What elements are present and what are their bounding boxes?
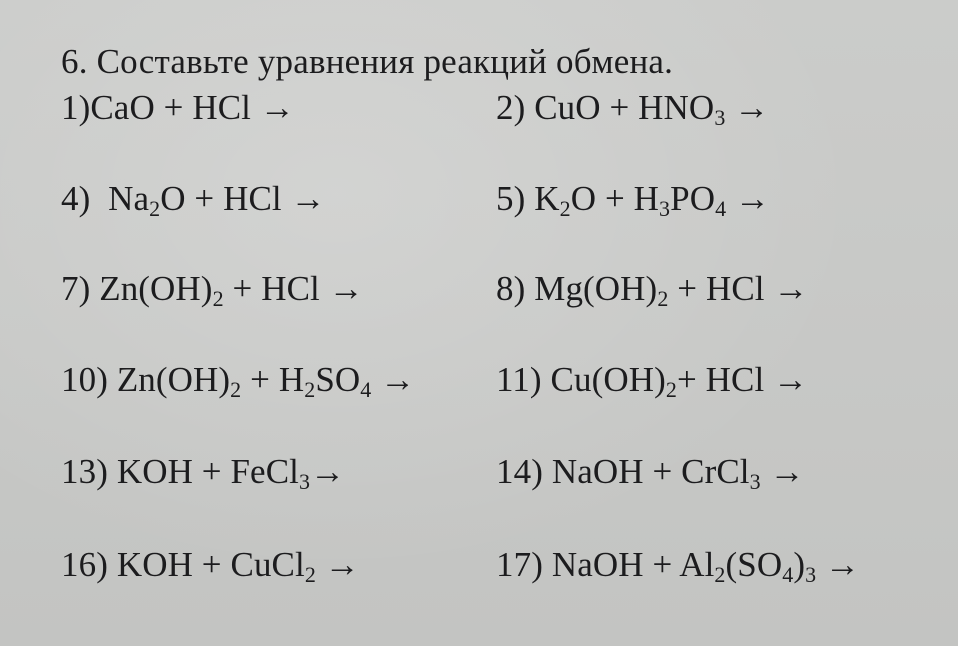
equation-7 — [61, 269, 364, 309]
equation-text: → — [310, 452, 346, 491]
subscript: 2 — [230, 377, 242, 402]
equation-text: Mg(OH) — [534, 269, 658, 308]
equation-text: → — [816, 545, 861, 584]
equation-number: 10) — [61, 360, 108, 399]
equation-text: Zn(OH) — [116, 360, 231, 399]
equation-text: → — [760, 452, 805, 491]
equation-11 — [496, 360, 808, 400]
equation-text: KOH + CuCl — [116, 545, 305, 584]
equation-14 — [496, 452, 805, 492]
equation-text: CuO + HNO — [534, 88, 715, 127]
subscript: 4 — [715, 196, 727, 221]
equation-text: SO — [315, 360, 361, 399]
equation-number: 2) — [496, 88, 526, 127]
subscript: 4 — [360, 377, 372, 402]
subscript: 3 — [714, 105, 726, 130]
equation-text: O + H — [570, 179, 660, 218]
equation-8 — [496, 269, 809, 309]
equation-text: KOH + FeCl — [116, 452, 299, 491]
equation-text: Na — [108, 179, 150, 218]
subscript: 2 — [714, 562, 726, 587]
subscript: 2 — [559, 196, 571, 221]
equation-text: CaO + HCl → — [90, 88, 295, 127]
equation-16 — [61, 545, 360, 585]
equation-number: 5) — [496, 179, 526, 218]
equation-1 — [61, 88, 295, 128]
equation-text: O + HCl → — [160, 179, 326, 218]
equation-number: 1) — [61, 88, 91, 127]
subscript: 2 — [304, 562, 316, 587]
equation-4 — [61, 179, 326, 219]
subscript: 4 — [782, 562, 794, 587]
equation-text: + HCl → — [676, 360, 809, 399]
equation-number: 7) — [61, 269, 91, 308]
equation-2 — [496, 88, 769, 128]
equation-13 — [61, 452, 345, 492]
equation-text: NaOH + Al — [551, 545, 715, 584]
equation-number: 13) — [61, 452, 108, 491]
task-title: 6. Составьте уравнения реакций обмена. — [61, 42, 674, 81]
equation-text: (SO — [725, 545, 783, 584]
equation-text: K — [534, 179, 560, 218]
equation-text: → — [371, 360, 416, 399]
equation-number: 11) — [496, 360, 542, 399]
subscript: 3 — [805, 562, 817, 587]
equation-number: 4) — [61, 179, 91, 218]
equation-number: 14) — [496, 452, 543, 491]
equation-text: ) — [793, 545, 806, 584]
equation-text: → — [726, 179, 771, 218]
equation-17 — [496, 545, 860, 585]
equation-number: 8) — [496, 269, 526, 308]
equation-text: + H — [241, 360, 305, 399]
equation-number: 17) — [496, 545, 543, 584]
equation-text: → — [725, 88, 770, 127]
equation-text: PO — [670, 179, 716, 218]
equation-text: Zn(OH) — [99, 269, 213, 308]
equation-5 — [496, 179, 770, 219]
subscript: 2 — [149, 196, 161, 221]
equation-text: NaOH + CrCl — [551, 452, 750, 491]
equation-10 — [61, 360, 415, 400]
equation-text: Cu(OH) — [550, 360, 666, 399]
equation-text: + HCl → — [223, 269, 364, 308]
equation-text: → — [315, 545, 360, 584]
subscript: 2 — [665, 377, 677, 402]
subscript: 3 — [749, 469, 761, 494]
subscript: 2 — [657, 286, 669, 311]
subscript: 2 — [212, 286, 224, 311]
subscript: 3 — [659, 196, 671, 221]
equation-number: 16) — [61, 545, 108, 584]
subscript: 2 — [304, 377, 316, 402]
equation-text: + HCl → — [668, 269, 809, 308]
subscript: 3 — [298, 469, 311, 494]
